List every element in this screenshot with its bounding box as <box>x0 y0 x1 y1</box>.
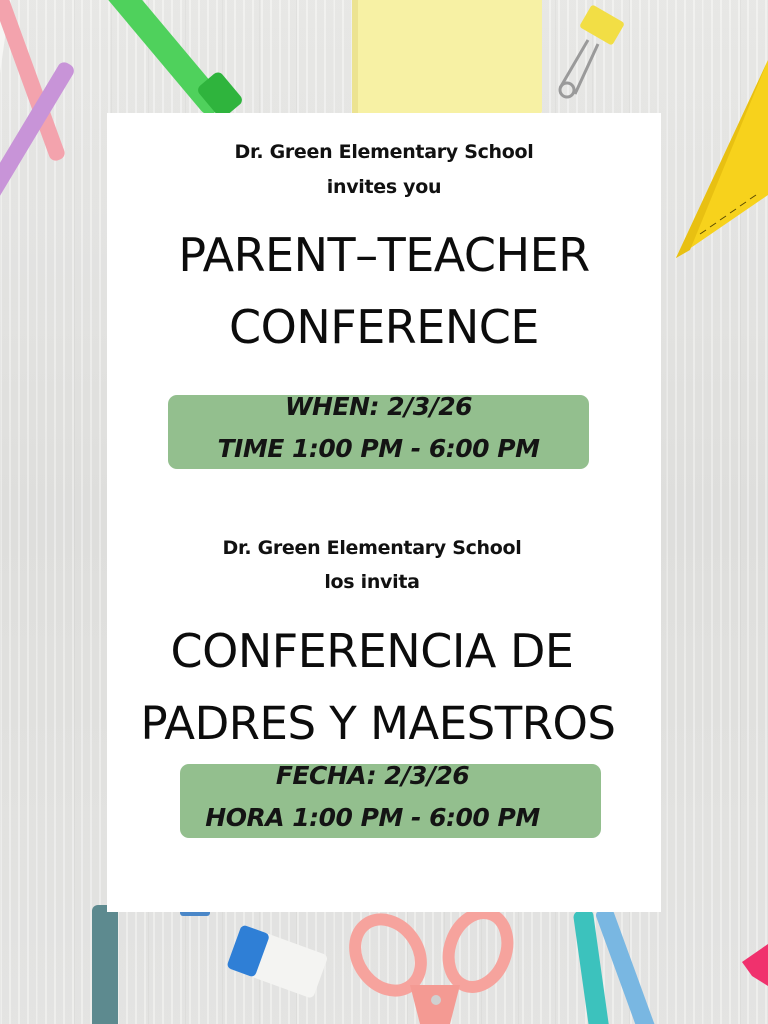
hora-text: HORA 1:00 PM - 6:00 PM <box>205 803 540 832</box>
pink-eraser-icon <box>742 944 768 986</box>
invites-you-text: invites you <box>326 176 442 198</box>
green-marker-icon <box>98 0 244 120</box>
title-line-2-es: PADRES Y MAESTROS <box>140 697 616 750</box>
los-invita-text: los invita <box>324 571 420 593</box>
scissors-icon <box>342 905 518 1024</box>
marker-icon <box>92 905 210 1024</box>
ruler-icon <box>676 60 768 258</box>
title-line-1-es: CONFERENCIA DE <box>170 624 574 678</box>
eraser-icon <box>226 924 328 999</box>
when-text: WHEN: 2/3/26 <box>284 392 473 421</box>
sticky-note-icon <box>352 0 542 114</box>
date-time-box-en <box>168 392 589 469</box>
title-line-1-en: PARENT–TEACHER <box>178 228 590 282</box>
school-name-es: Dr. Green Elementary School <box>222 537 522 559</box>
date-time-box-es <box>180 761 601 838</box>
flyer <box>107 113 661 912</box>
binder-clip-icon <box>560 4 625 97</box>
time-text: TIME 1:00 PM - 6:00 PM <box>217 434 540 463</box>
fecha-text: FECHA: 2/3/26 <box>275 761 470 790</box>
school-name-en: Dr. Green Elementary School <box>234 141 534 163</box>
title-line-2-en: CONFERENCE <box>229 300 539 354</box>
